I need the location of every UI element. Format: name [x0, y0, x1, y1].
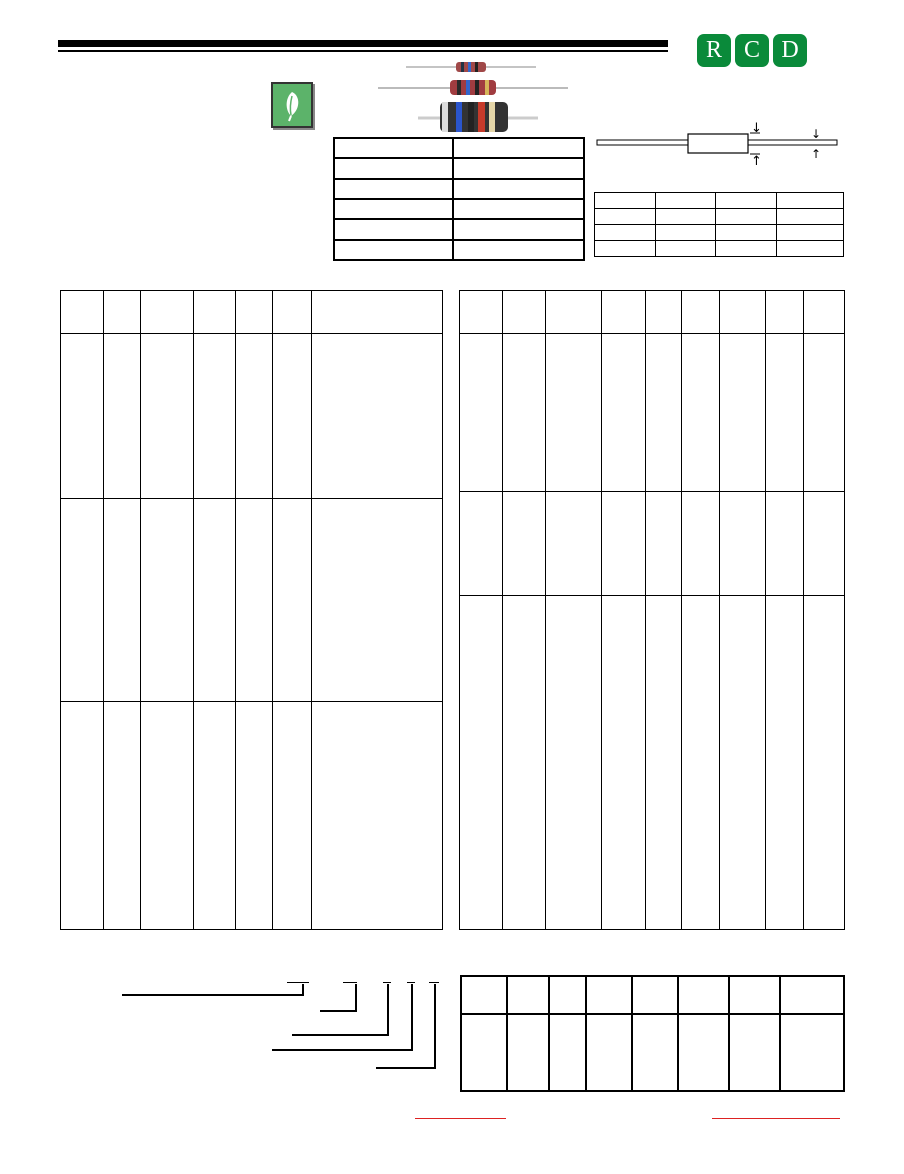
options-table	[460, 975, 845, 1092]
footer-link-right[interactable]	[712, 1118, 840, 1119]
arrow-down-icon: ↓	[811, 127, 822, 141]
header-rule	[58, 40, 668, 47]
arrow-up-icon: ↑	[811, 147, 822, 161]
header-rule-thin	[58, 50, 668, 52]
spec-table	[333, 137, 585, 261]
dimensions-table	[594, 192, 844, 257]
dimension-diagram	[594, 122, 844, 166]
arrow-up-icon: ↑	[751, 154, 762, 166]
logo-letter-c: C	[735, 34, 769, 67]
arrow-down-icon: ↓	[751, 122, 762, 136]
ratings-table-left	[60, 290, 443, 930]
leaf-icon	[271, 82, 313, 128]
resistor-photos	[378, 58, 570, 134]
ratings-table-right	[459, 290, 845, 930]
logo-letter-r: R	[697, 34, 731, 67]
footer-link-left[interactable]	[415, 1118, 506, 1119]
logo-letter-d: D	[773, 34, 807, 67]
